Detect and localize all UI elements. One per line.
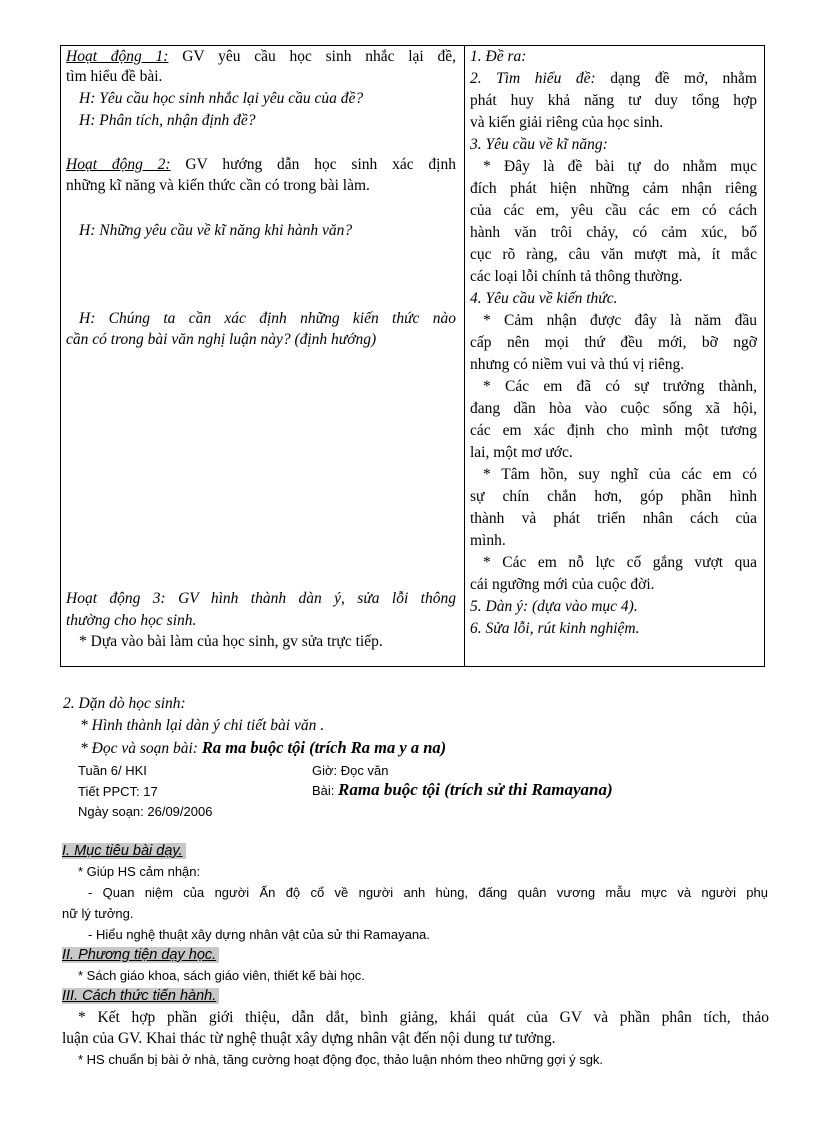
activity-2-heading: Hoạt động 2: GV hướng dẫn học sinh xác định xyxy=(66,156,456,173)
lesson-table xyxy=(60,45,765,667)
content-column xyxy=(465,46,764,666)
content-line: cái ngưỡng mới của cuộc đời. xyxy=(470,576,655,593)
question-4-line2: cần có trong bài văn nghị luận này? (định hướng) xyxy=(66,331,377,348)
section-3-line: * HS chuẩn bị bài ở nhà, tăng cường hoạt động đọc, thảo luận nhóm theo những gợi ý sgk. xyxy=(78,1052,604,1067)
content-line: đích phát hiện những cảm nhận riêng xyxy=(470,180,757,197)
homework-item-1: * Hình thành lại dàn ý chi tiết bài văn . xyxy=(80,717,325,734)
content-line: 1. Đề ra: xyxy=(470,48,527,65)
teacher-activities-column xyxy=(61,46,465,666)
content-line: cấp nên mọi thứ đều mới, bỡ ngỡ xyxy=(470,334,757,351)
content-line: thành và phát triển nhân cách của xyxy=(470,510,757,527)
content-line: phát huy khả năng tư duy tổng hợp xyxy=(470,92,757,109)
question-3: H: Những yêu cầu về kĩ năng khi hành văn? xyxy=(79,222,353,239)
activity-3-heading: Hoạt động 3: GV hình thành dàn ý, sửa lỗi thông xyxy=(66,590,456,607)
activity-3-line3: * Dựa vào bài làm của học sinh, gv sửa trực tiếp. xyxy=(79,633,383,650)
content-line: * Tâm hồn, suy nghĩ của các em có xyxy=(483,466,757,483)
activity-1-line2: tìm hiểu đề bài. xyxy=(66,68,163,85)
section-1-line: - Quan niệm của người Ấn độ cổ về người anh hùng, đấng quân vương mẫu mực và người phụ xyxy=(88,885,768,900)
homework-title: 2. Dặn dò học sinh: xyxy=(63,695,186,712)
content-line: sự chín chắn hơn, góp phần hình xyxy=(470,488,757,505)
section-3-line: * Kết hợp phần giới thiệu, dẫn dắt, bình giảng, khái quát của GV và phần phân tích, thảo xyxy=(78,1009,769,1026)
content-line: * Cảm nhận được đây là năm đầu xyxy=(483,312,757,329)
content-line: cục rõ ràng, câu văn mượt mà, ít mắc xyxy=(470,246,757,263)
content-line: 3. Yêu cầu về kĩ năng: xyxy=(470,136,608,153)
content-line: đang dần hòa vào cuộc sống xã hội, xyxy=(470,400,757,417)
content-line: 2. Tìm hiểu đề: dạng đề mở, nhằm xyxy=(470,70,757,87)
period-label: Tiết PPCT: 17 xyxy=(78,784,158,799)
content-line: nhưng có niềm vui và thú vị riêng. xyxy=(470,356,685,373)
lesson-title: Bài: Rama buộc tội (trích sử thi Ramayana) xyxy=(312,780,613,799)
week-label: Tuần 6/ HKI xyxy=(78,763,147,778)
question-2: H: Phân tích, nhận định đề? xyxy=(79,112,256,129)
section-1-title: I. Mục tiêu bài dạy. xyxy=(62,842,186,860)
question-1: H: Yêu cầu học sinh nhắc lại yêu cầu của đề? xyxy=(79,90,364,107)
section-2-line: * Sách giáo khoa, sách giáo viên, thiết kế bài học. xyxy=(78,968,365,983)
section-1-line: * Giúp HS cảm nhận: xyxy=(78,864,201,879)
content-line: * Các em nỗ lực cố gắng vượt qua xyxy=(483,554,757,571)
section-3-title: III. Cách thức tiến hành. xyxy=(62,987,219,1005)
question-4-line1: H: Chúng ta cần xác định những kiến thức nào xyxy=(79,310,456,327)
content-line: và kiến giải riêng của học sinh. xyxy=(470,114,664,131)
content-line: 6. Sửa lỗi, rút kinh nghiệm. xyxy=(470,620,640,637)
activity-1-heading: Hoạt động 1: GV yêu cầu học sinh nhắc lại đề, xyxy=(66,48,456,65)
content-line: các loại lỗi chính tả thông thường. xyxy=(470,268,683,285)
section-2-title: II. Phương tiện dạy học. xyxy=(62,946,219,964)
content-line: hành văn trôi chảy, có cảm xúc, bố xyxy=(470,224,757,241)
section-3-line: luận của GV. Khai thác từ nghệ thuật xây dựng nhân vật đến nội dung tư tưởng. xyxy=(62,1030,556,1047)
activity-3-line2: thường cho học sinh. xyxy=(66,612,197,629)
content-line: của các em, yêu cầu các em có cách xyxy=(470,202,757,219)
section-1-line: - Hiểu nghệ thuật xây dựng nhân vật của sử thi Ramayana. xyxy=(88,927,430,942)
content-line: 5. Dàn ý: (dựa vào mục 4). xyxy=(470,598,638,615)
activity-2-line2: những kĩ năng và kiến thức cần có trong bài làm. xyxy=(66,177,370,194)
content-line: các em xác định cho mình một tương xyxy=(470,422,757,439)
content-line: lai, một mơ ước. xyxy=(470,444,573,461)
date-label: Ngày soạn: 26/09/2006 xyxy=(78,804,213,819)
content-line: * Đây là đề bài tự do nhằm mục xyxy=(483,158,757,175)
content-line: mình. xyxy=(470,532,506,549)
section-1-line: nữ lý tưởng. xyxy=(62,906,134,921)
content-line: * Các em đã có sự trưởng thành, xyxy=(483,378,757,395)
subject-label: Giờ: Đọc văn xyxy=(312,763,389,778)
content-line: 4. Yêu cầu về kiến thức. xyxy=(470,290,618,307)
homework-item-2: * Đọc và soạn bài: Ra ma buộc tội (trích Ra ma y a na) xyxy=(80,738,447,757)
